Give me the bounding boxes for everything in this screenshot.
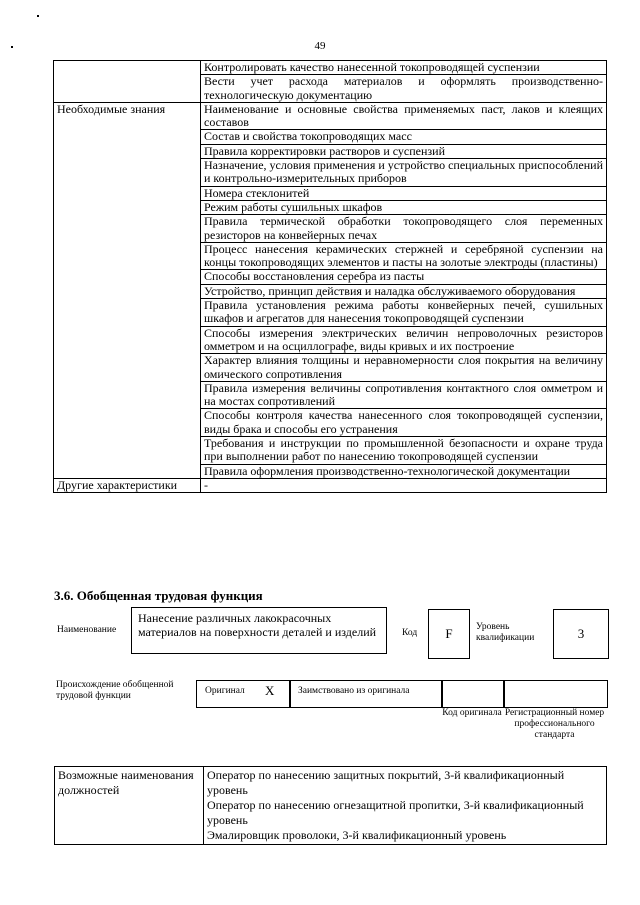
scan-speck <box>37 15 39 17</box>
section-title: 3.6. Обобщенная трудовая функция <box>54 588 263 603</box>
job-titles-table <box>54 766 607 845</box>
list-item: Оператор по нанесению защитных покрытий, 3-й квалификационный уровень <box>207 768 565 797</box>
borrowed-label: Заимствовано из оригинала <box>298 686 410 696</box>
page-number: 49 <box>314 40 326 52</box>
table-row <box>55 767 607 845</box>
table-cell: Правила термической обработки токопроводящего слоя переменных резисторов на конвейерных печах <box>201 215 607 243</box>
code-original-cell <box>441 680 505 708</box>
row-label <box>54 61 201 103</box>
code-original-caption: Код оригинала <box>442 708 502 718</box>
original-label: Оригинал <box>205 686 245 696</box>
table-cell: Номера стеклонитей <box>201 186 607 200</box>
table-row <box>54 61 607 75</box>
table-cell: Способы контроля качества нанесенного слоя токопроводящей суспензии, виды брака и способы его устранения <box>201 409 607 437</box>
table-row <box>54 102 607 130</box>
table-cell: Наименование и основные свойства применяемых паст, лаков и клеящих составов <box>201 102 607 130</box>
table-cell: Режим работы сушильных шкафов <box>201 200 607 214</box>
table-cell: Характер влияния толщины и неравномерности слоя покрытия на величину омического сопротивления <box>201 354 607 382</box>
row-label: Другие характеристики <box>54 478 201 492</box>
name-label: Наименование <box>57 625 117 635</box>
table-cell: Правила оформления производственно-технологической документации <box>201 464 607 478</box>
qualification-level-label: Уровень квалификации <box>476 622 535 643</box>
job-titles-label: Возможные наименования должностей <box>55 767 204 845</box>
table-row <box>54 478 607 492</box>
table-cell: Способы измерения электрических величин непроволочных резисторов омметром и на осциллографе, виды кривых и их построение <box>201 326 607 354</box>
list-item: Оператор по нанесению огнезащитной пропитки, 3-й квалификационный уровень <box>207 798 584 827</box>
table-cell: Правила установления режима работы конвейерных печей, сушильных шкафов и агрегатов для нанесения токопроводящей суспензии <box>201 299 607 327</box>
table-cell: Правила корректировки растворов и суспензий <box>201 144 607 158</box>
original-mark: X <box>265 683 275 698</box>
table-cell: - <box>201 478 607 492</box>
skills-knowledge-table <box>53 60 607 493</box>
reg-number-cell <box>503 680 608 708</box>
qualification-level-value: 3 <box>553 609 609 659</box>
table-cell: Устройство, принцип действия и наладка обслуживаемого оборудования <box>201 284 607 298</box>
table-cell: Требования и инструкции по промышленной безопасности и охране труда при выполнении работ по нанесению токопроводящей суспензии <box>201 437 607 465</box>
table-cell: Состав и свойства токопроводящих масс <box>201 130 607 144</box>
origin-label: Происхождение обобщенной трудовой функции <box>56 680 174 701</box>
job-titles-list <box>204 767 607 845</box>
code-value: F <box>428 609 470 659</box>
table-cell: Правила измерения величины сопротивления контактного слоя омметром и на мостах сопротивлений <box>201 381 607 409</box>
table-cell: Назначение, условия применения и устройство специальных приспособлений и контрольно-измерительных приборов <box>201 159 607 187</box>
table-cell: Способы восстановления серебра из пасты <box>201 270 607 284</box>
table-cell: Процесс нанесения керамических стержней и серебряной суспензии на концы токопроводящих элементов и пасты на золотые электроды (пластины) <box>201 242 607 270</box>
name-value: Нанесение различных лакокрасочных материалов на поверхности деталей и изделий <box>131 607 387 654</box>
reg-number-caption: Регистрационный номер профессионального стандарта <box>504 708 605 740</box>
list-item: Эмалировщик проволоки, 3-й квалификационный уровень <box>207 828 507 842</box>
code-label: Код <box>402 628 418 638</box>
row-label: Необходимые знания <box>54 102 201 478</box>
table-cell: Контролировать качество нанесенной токопроводящей суспензии <box>201 61 607 75</box>
table-cell: Вести учет расхода материалов и оформлять производственно-технологическую документацию <box>201 75 607 103</box>
